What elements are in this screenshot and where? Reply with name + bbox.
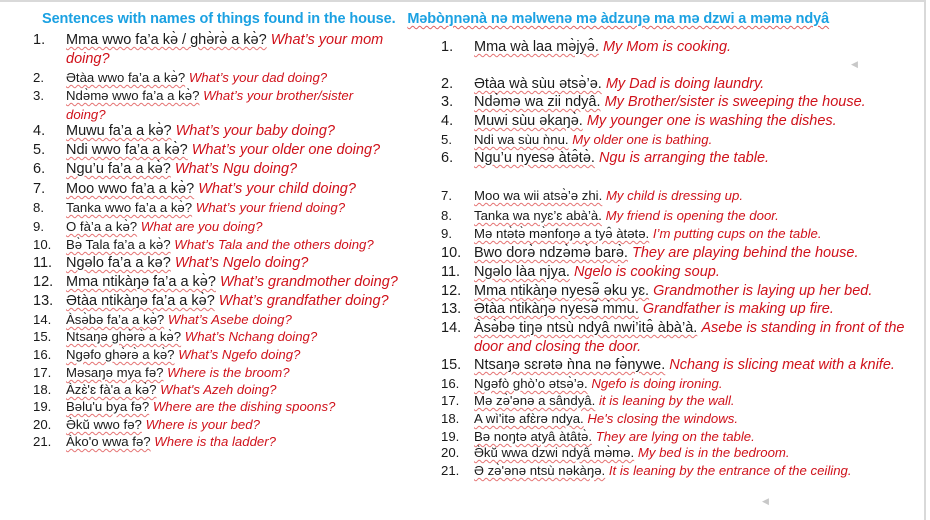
english-translation-continued: doing? <box>66 51 110 67</box>
native-sentence: Ndi wwo fa’a a kə̀? <box>66 142 188 158</box>
english-translation: What’s your brother/sister <box>203 88 354 103</box>
english-translation: Nchang is slicing meat with a knife. <box>669 357 895 373</box>
native-sentence: Tanka wa nyɛ’ɛ abà’à. <box>474 208 602 223</box>
item-number: 13. <box>33 293 54 309</box>
english-translation: My friend is opening the door. <box>605 208 779 223</box>
english-translation: it is leaning by the wall. <box>598 393 735 408</box>
native-sentence: Bə noŋtə atyâ àtâtə̀. <box>474 429 593 444</box>
item-number: 6. <box>441 150 454 166</box>
english-translation: My bed is in the bedroom. <box>637 445 790 460</box>
english-translation: Where is tha ladder? <box>154 434 276 449</box>
item-number: 8. <box>441 208 452 223</box>
item-number: 18. <box>33 382 52 397</box>
item-number: 21. <box>33 434 52 449</box>
english-translation: What’s your older one doing? <box>191 142 381 158</box>
native-sentence: Ətàa ntikàŋə nyesə̃ m̀mu. <box>474 301 639 317</box>
item-number: 3. <box>441 94 454 110</box>
item-number: 12. <box>33 274 54 290</box>
native-sentence: Ngəlo làa njya. <box>474 264 570 280</box>
english-translation: My Brother/sister is sweeping the house. <box>604 94 866 110</box>
english-translation: I’m putting cups on the table. <box>652 226 822 241</box>
page-title <box>42 11 829 27</box>
english-translation: What’s your friend doing? <box>195 200 346 215</box>
item-number: 1. <box>441 39 454 55</box>
native-sentence: Ndə̀mə wa zii ndyâ. <box>474 94 601 110</box>
english-translation: They are playing behind the house. <box>631 245 859 261</box>
native-sentence: Muwu fa’a a kə̀? <box>66 123 172 139</box>
item-number: 19. <box>441 429 460 444</box>
english-translation: My child is dressing up. <box>605 188 743 203</box>
native-sentence: Ngu’u nyesə àtə̂tə̀. <box>474 150 595 166</box>
native-sentence: Ntsaŋə sɛrətə ǹna nə fə̀nywe. <box>474 357 666 373</box>
native-sentence: Mə zə̀'ənə a sândyâ. <box>474 393 596 408</box>
english-translation: What’s your baby doing? <box>175 123 335 139</box>
native-sentence: Ətàa ntikàŋə fa’a a kə̀? <box>66 293 215 309</box>
item-number: 7. <box>33 181 46 197</box>
item-number: 16. <box>33 347 52 362</box>
item-number: 12. <box>441 283 462 299</box>
native-sentence: Ə̀kŭ wwo fə? <box>66 417 142 432</box>
native-sentence: Ngu’u fa’a a kə̀? <box>66 161 171 177</box>
english-translation: Ngefo is doing ironing. <box>591 376 723 391</box>
native-sentence: Bwo dorə̀ ndzə̀mə̀ barə̀. <box>474 245 628 261</box>
item-number: 11. <box>441 264 461 280</box>
item-number: 9. <box>441 226 452 241</box>
english-translation: My Dad is doing laundry. <box>605 76 765 92</box>
english-translation: What’s Nchang doing? <box>184 329 318 344</box>
native-sentence: Ngəlo fa’a a kə? <box>66 255 171 271</box>
title-native: Məbòŋnənà nə məlwenə mə àdzuŋə ma mə dzwi a məmə ndyâ <box>407 11 830 27</box>
speaker-icon[interactable]: ◀ <box>851 59 858 69</box>
english-translation: Asebe is standing in front of the <box>701 320 905 336</box>
item-number: 21. <box>441 463 460 478</box>
native-sentence: Ətàa wà sùu ətsə̀’ə. <box>474 76 602 92</box>
english-translation: Grandfather is making up fire. <box>642 301 834 317</box>
english-translation: What’s your dad doing? <box>188 70 328 85</box>
item-number: 2. <box>33 70 44 85</box>
native-sentence: Mə ntə̀tə̀ mə̀nfoŋə a tyə̂ àtətə. <box>474 226 650 241</box>
english-translation: What’s Ngu doing? <box>174 161 298 177</box>
native-sentence: Moo wwo fa’a a kə̀? <box>66 181 195 197</box>
native-sentence: Moo wa wii atsə̀’ə zhi. <box>474 188 603 203</box>
native-sentence: Məsaŋə mya fə? <box>66 365 164 380</box>
native-sentence: Àsə̀bə tiŋə ntsù ndyâ nwi’itə̂ àbà’à. <box>474 320 698 336</box>
english-translation: What’s Ngelo doing? <box>174 255 309 271</box>
english-translation: My Mom is cooking. <box>602 39 732 55</box>
item-number: 14. <box>33 312 52 327</box>
native-sentence: Bə̀ Tala fa’a a kə̀? <box>66 237 171 252</box>
native-sentence: Tanka wwo fa’a a kə̀? <box>66 200 193 215</box>
item-number: 19. <box>33 399 52 414</box>
native-sentence: A wì'itə afɛ̀rə ndya. <box>474 411 584 426</box>
english-translation: What’s your child doing? <box>198 181 356 197</box>
english-translation: Grandmother is laying up her bed. <box>653 283 873 299</box>
item-number: 16. <box>441 376 460 391</box>
english-translation: My older one is bathing. <box>572 132 713 147</box>
english-translation: What's Azeh doing? <box>160 382 277 397</box>
native-sentence: Mma ntikàŋə nyesə̃ əku yɛ. <box>474 283 650 299</box>
english-translation: What are you doing? <box>140 219 263 234</box>
native-sentence: Ntsaŋə ghə̀rə̀ a kə̀? <box>66 329 182 344</box>
item-number: 18. <box>441 411 460 426</box>
item-number: 13. <box>441 301 462 317</box>
english-translation: Where are the dishing spoons? <box>152 399 336 414</box>
item-number: 5. <box>33 142 46 158</box>
english-translation: Where is your bed? <box>145 417 260 432</box>
native-sentence: Mma wwo fa’a kə̀ / ghə̀rə̀ a kə̀? <box>66 32 267 48</box>
item-number: 7. <box>441 188 452 203</box>
item-number: 20. <box>441 445 460 460</box>
english-translation: Ngu is arranging the table. <box>598 150 770 166</box>
native-sentence: Àzɛ̀'ɛ fà'a a kə̀? <box>66 382 157 397</box>
native-sentence: Ndi wa sùu ǹnu. <box>474 132 569 147</box>
item-number: 11. <box>33 255 53 271</box>
item-number: 17. <box>33 365 52 380</box>
item-number: 17. <box>441 393 460 408</box>
item-number: 5. <box>441 132 452 147</box>
item-number: 1. <box>33 32 46 48</box>
item-number: 15. <box>33 329 52 344</box>
item-number: 14. <box>441 320 462 336</box>
native-sentence: Ətàa wwo fa’a a kə̀? <box>66 70 186 85</box>
item-number: 8. <box>33 200 44 215</box>
english-translation: He's closing the windows. <box>587 411 738 426</box>
native-sentence: Ngəfo ghə̀rə̀ a kə̀? <box>66 347 175 362</box>
native-sentence: Muwi sùu əkaŋə̀. <box>474 113 583 129</box>
english-translation: What’s Tala and the others doing? <box>174 237 374 252</box>
english-translation: What’s grandmother doing? <box>219 274 398 290</box>
native-sentence: O fà’a a kə̀? <box>66 219 138 234</box>
item-number: 10. <box>33 237 52 252</box>
item-number: 3. <box>33 88 44 103</box>
english-translation-continued: door and closing the door. <box>474 339 642 355</box>
item-number: 10. <box>441 245 462 261</box>
english-translation: What’s grandfather doing? <box>218 293 389 309</box>
native-sentence: Ə zə̀'ənə ntsù nəkàŋə. <box>474 463 606 478</box>
item-number: 4. <box>441 113 454 129</box>
native-sentence: Àsə̀bə fa’a a kə̀? <box>66 312 165 327</box>
english-translation: What’s your mom <box>270 32 384 48</box>
item-number: 2. <box>441 76 454 92</box>
item-number: 9. <box>33 219 44 234</box>
english-translation: What’s Ngefo doing? <box>178 347 301 362</box>
native-sentence: Ə̀kŭ wwa dzwi ndyâ mə̀mə. <box>474 445 635 460</box>
native-sentence: Àko'o wwa fə? <box>66 434 151 449</box>
title-english: Sentences with names of things found in the house. <box>42 11 396 27</box>
english-translation: They are lying on the table. <box>595 429 755 444</box>
native-sentence: Mma ntikàŋə fa’a a kə̀? <box>66 274 216 290</box>
item-number: 4. <box>33 123 46 139</box>
english-translation-continued: doing? <box>66 107 106 122</box>
item-number: 15. <box>441 357 462 373</box>
english-translation: Ngelo is cooking soup. <box>573 264 720 280</box>
speaker-icon[interactable]: ◀ <box>762 496 769 506</box>
native-sentence: Mma wà laa mə̀jyə̂. <box>474 39 599 55</box>
native-sentence: Ndə̀mə wwo fa’a a kə̀? <box>66 88 200 103</box>
item-number: 6. <box>33 161 46 177</box>
native-sentence: Bəlu'u bya fə? <box>66 399 150 414</box>
english-translation: Where is the broom? <box>167 365 290 380</box>
english-translation: My younger one is washing the dishes. <box>586 113 837 129</box>
english-translation: It is leaning by the entrance of the ceiling. <box>608 463 852 478</box>
english-translation: What’s Asebe doing? <box>167 312 292 327</box>
item-number: 20. <box>33 417 52 432</box>
native-sentence: Ngəfò ghò’o ətsə̀’ə. <box>474 376 588 391</box>
